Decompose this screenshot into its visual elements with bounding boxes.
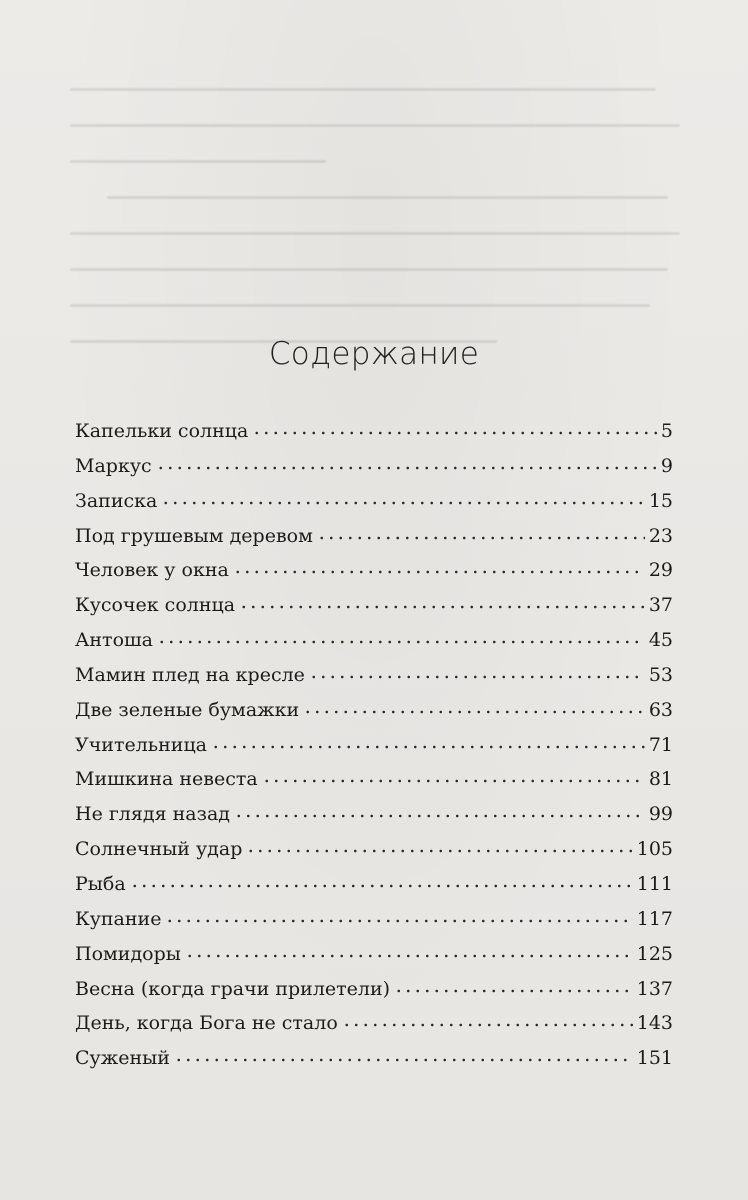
dot-leader xyxy=(156,453,657,472)
toc-entry-title: Солнечный удар xyxy=(75,838,243,861)
toc-entry xyxy=(75,484,673,519)
toc-entry-page: 63 xyxy=(648,698,673,721)
dot-leader xyxy=(233,557,645,576)
dot-leader xyxy=(185,941,633,960)
page-title: Содержание xyxy=(268,336,480,372)
toc-entry xyxy=(75,449,673,484)
dot-leader xyxy=(262,766,645,785)
toc-entry xyxy=(75,797,673,832)
dot-leader xyxy=(303,697,645,716)
toc-entry-title: Человек у окна xyxy=(75,559,229,582)
toc-entry-page: 53 xyxy=(648,663,673,686)
toc-entry-title: Суженый xyxy=(75,1047,170,1070)
toc-entry-title: День, когда Бога не стало xyxy=(75,1012,338,1035)
dot-leader xyxy=(130,871,633,890)
toc-entry xyxy=(75,972,673,1007)
toc-entry-title: Учительница xyxy=(75,733,207,756)
toc-entry-title: Не глядя назад xyxy=(75,803,230,826)
toc-entry-page: 5 xyxy=(660,420,673,442)
toc-entry xyxy=(75,832,673,867)
dot-leader xyxy=(239,592,645,611)
toc-entry-title: Кусочек солнца xyxy=(75,594,236,617)
dot-leader xyxy=(174,1045,633,1064)
toc-entry xyxy=(75,588,673,623)
toc-entry-page: 81 xyxy=(648,768,673,791)
toc-entry xyxy=(75,867,673,902)
toc-entry-page: 117 xyxy=(636,907,673,930)
toc-entry-title: Мамин плед на кресле xyxy=(75,663,305,686)
toc-entry-page: 143 xyxy=(636,1012,673,1035)
toc-entry-title: Помидоры xyxy=(75,942,181,965)
dot-leader xyxy=(165,906,632,925)
toc-entry-page: 45 xyxy=(648,629,673,652)
toc-entry-title: Мишкина невеста xyxy=(75,768,258,791)
dot-leader xyxy=(252,418,657,437)
toc-entry xyxy=(75,1041,673,1076)
toc-entry-title: Записка xyxy=(75,489,158,512)
toc-entry-page: 37 xyxy=(648,594,673,617)
toc-entry-page: 111 xyxy=(636,872,673,895)
toc-entry-page: 151 xyxy=(636,1047,673,1070)
toc-entry xyxy=(75,519,673,554)
toc-entry-title: Купание xyxy=(75,907,162,930)
toc-entry xyxy=(75,414,673,449)
toc-entry xyxy=(75,658,673,693)
toc-entry xyxy=(75,1006,673,1041)
toc-entry xyxy=(75,937,673,972)
toc-entry xyxy=(75,623,673,658)
toc-entry-page: 125 xyxy=(636,942,673,965)
toc-entry xyxy=(75,902,673,937)
toc-entry xyxy=(75,728,673,763)
dot-leader xyxy=(211,732,645,751)
toc-entry-title: Рыба xyxy=(75,872,126,895)
toc-entry-page: 71 xyxy=(648,733,673,756)
dot-leader xyxy=(309,662,645,681)
toc-entry xyxy=(75,762,673,797)
bleed-through-text xyxy=(70,88,680,376)
toc-entry-title: Антоша xyxy=(75,629,153,652)
toc-entry-page: 29 xyxy=(648,559,673,582)
toc-entry-title: Под грушевым деревом xyxy=(75,524,313,547)
toc-entry-page: 105 xyxy=(636,838,673,861)
toc-entry-page: 15 xyxy=(648,489,673,512)
toc-entry-page: 9 xyxy=(660,454,673,477)
toc-entry-page: 23 xyxy=(648,524,673,547)
dot-leader xyxy=(246,836,632,855)
toc-entry-title: Маркус xyxy=(75,454,152,477)
dot-leader xyxy=(234,801,645,820)
toc-entry-title: Весна (когда грачи прилетели) xyxy=(75,977,391,1000)
toc-entry xyxy=(75,693,673,728)
dot-leader xyxy=(161,488,644,507)
dot-leader xyxy=(157,627,645,646)
toc-entry-page: 99 xyxy=(648,803,673,826)
toc-entry-title: Капельки солнца xyxy=(75,420,249,442)
toc-entry xyxy=(75,553,673,588)
toc-entry-page: 137 xyxy=(636,977,673,1000)
dot-leader xyxy=(342,1010,633,1029)
dot-leader xyxy=(394,976,633,995)
table-of-contents xyxy=(75,414,673,1076)
toc-entry-title: Две зеленые бумажки xyxy=(75,698,300,721)
dot-leader xyxy=(317,523,645,542)
